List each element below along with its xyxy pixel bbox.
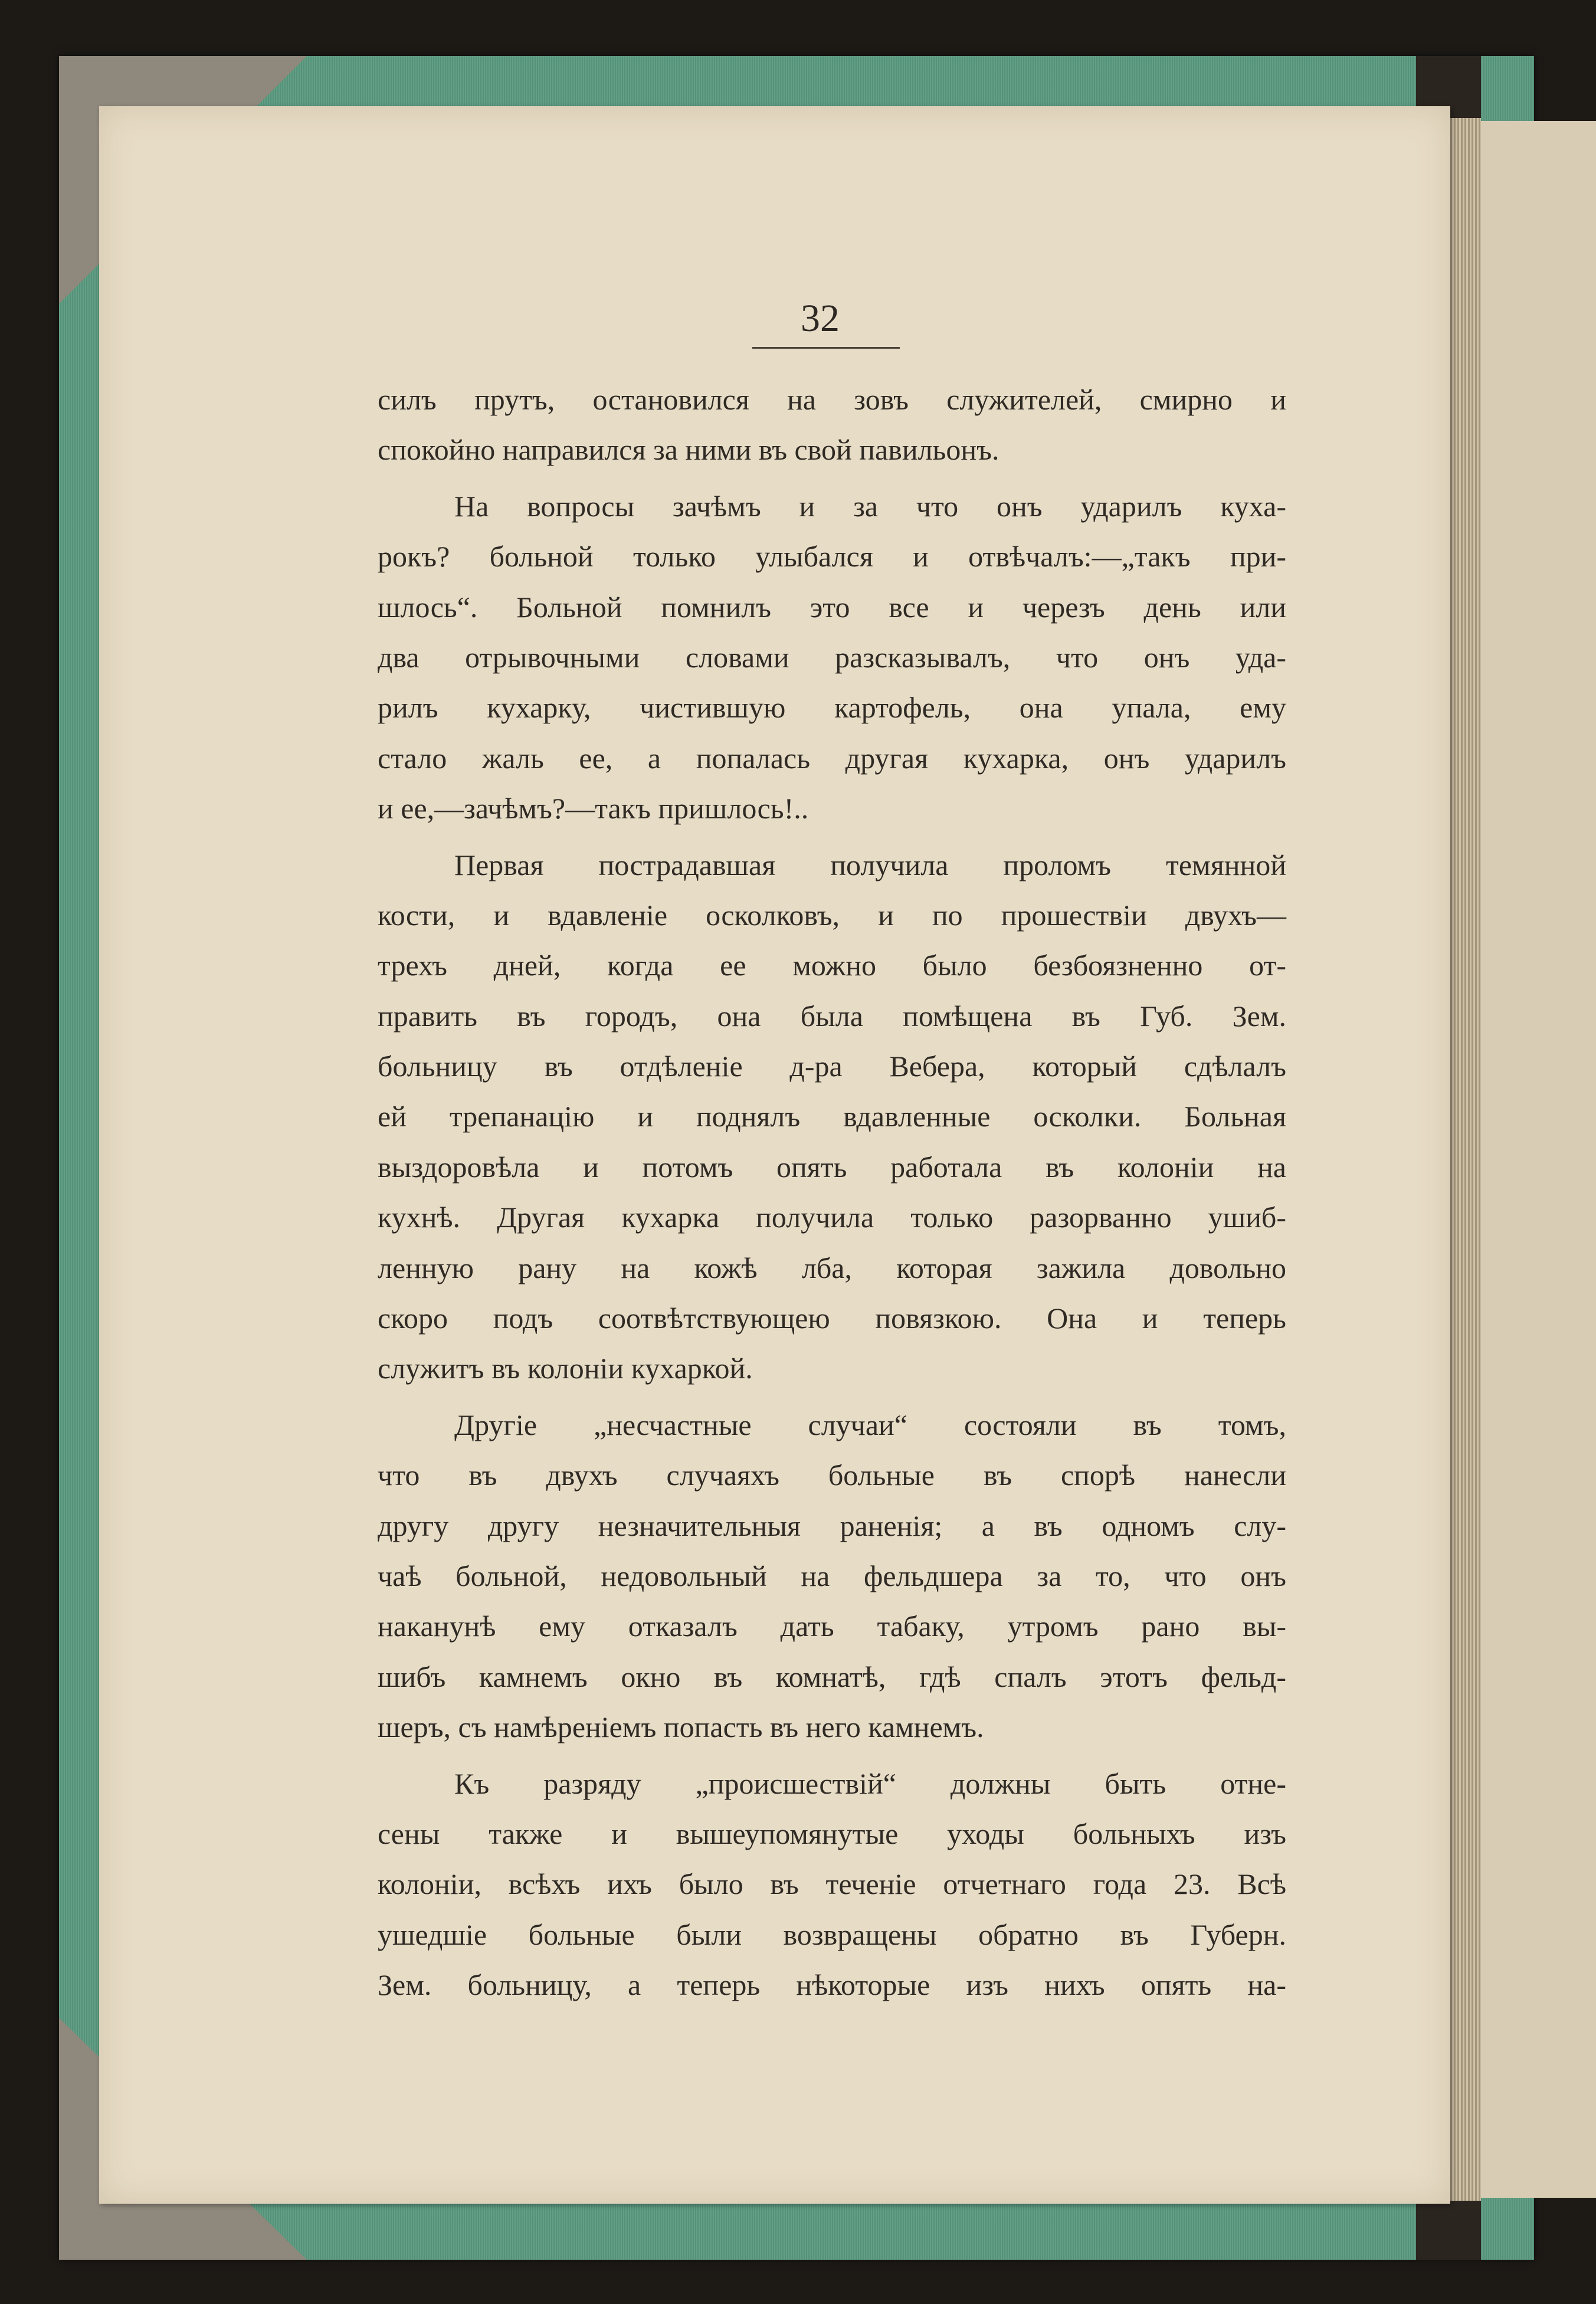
text-line: шлось“. Больной помнилъ это все и черезъ день или	[378, 590, 1286, 624]
text-line: шибъ камнемъ окно въ комнатѣ, гдѣ спалъ этотъ фельд-	[378, 1660, 1286, 1693]
text-line: рокъ? больной только улыбался и отвѣчалъ:—„такъ при-	[378, 540, 1286, 573]
text-line: ушедшіе больные были возвращены обратно въ Губерн.	[378, 1918, 1286, 1951]
text-line: На вопросы зачѣмъ и за что онъ ударилъ куха-	[454, 489, 1286, 523]
text-line: Зем. больницу, а теперь нѣкоторые изъ нихъ опять на-	[378, 1968, 1286, 2002]
text-line: кости, и вдавленіе осколковъ, и по прошествіи двухъ—	[378, 898, 1286, 932]
text-line: Къ разряду „происшествій“ должны быть отне-	[454, 1766, 1286, 1800]
text-line: два отрывочными словами разсказывалъ, что онъ уда-	[378, 640, 1286, 674]
text-line: больницу въ отдѣленіе д-ра Вебера, который сдѣлалъ	[378, 1050, 1286, 1083]
page-number: 32	[801, 297, 840, 340]
text-line: Первая пострадавшая получила проломъ темянной	[454, 848, 1286, 881]
text-line: шеръ, съ намѣреніемъ попасть въ него камнемъ.	[378, 1710, 984, 1744]
text-line: выздоровѣла и потомъ опять работала въ колоніи на	[378, 1150, 1286, 1184]
text-line: служитъ въ колоніи кухаркой.	[378, 1352, 753, 1385]
text-line: Другіе „несчастные случаи“ состояли въ томъ,	[454, 1408, 1286, 1441]
text-line: чаѣ больной, недовольный на фельдшера за то, что онъ	[378, 1559, 1286, 1592]
text-line: кухнѣ. Другая кухарка получила только разорванно ушиб-	[378, 1201, 1286, 1234]
page-number-rule	[752, 347, 900, 349]
text-line: спокойно направился за ними въ свой павильонъ.	[378, 433, 999, 467]
text-line: ей трепанацію и поднялъ вдавленные осколки. Больная	[378, 1100, 1286, 1133]
text-line: наканунѣ ему отказалъ дать табаку, утромъ рано вы-	[378, 1610, 1286, 1643]
text-line: ленную рану на кожѣ лба, которая зажила довольно	[378, 1251, 1286, 1284]
text-line: колоніи, всѣхъ ихъ было въ теченіе отчетнаго года 23. Всѣ	[378, 1867, 1286, 1901]
text-line: скоро подъ соотвѣтствующею повязкою. Она и теперь	[378, 1302, 1286, 1335]
text-line: править въ городъ, она была помѣщена въ Губ. Зем.	[378, 999, 1286, 1033]
text-line: стало жаль ее, а попалась другая кухарка, онъ ударилъ	[378, 741, 1286, 775]
text-line: сены также и вышеупомянутые уходы больныхъ изъ	[378, 1817, 1286, 1850]
page-text	[378, 375, 1286, 2011]
text-line: трехъ дней, когда ее можно было безбоязненно от-	[378, 949, 1286, 982]
text-line: и ее,—зачѣмъ?—такъ пришлось!..	[378, 792, 809, 825]
text-line: что въ двухъ случаяхъ больные въ спорѣ нанесли	[378, 1459, 1286, 1492]
text-line: рилъ кухарку, чистившую картофель, она упала, ему	[378, 691, 1286, 725]
text-line: другу другу незначительныя раненія; а въ одномъ слу-	[378, 1509, 1286, 1542]
page-block-edge	[1448, 118, 1481, 2201]
text-line: силъ прутъ, остановился на зовъ служителей, смирно и	[378, 383, 1286, 416]
